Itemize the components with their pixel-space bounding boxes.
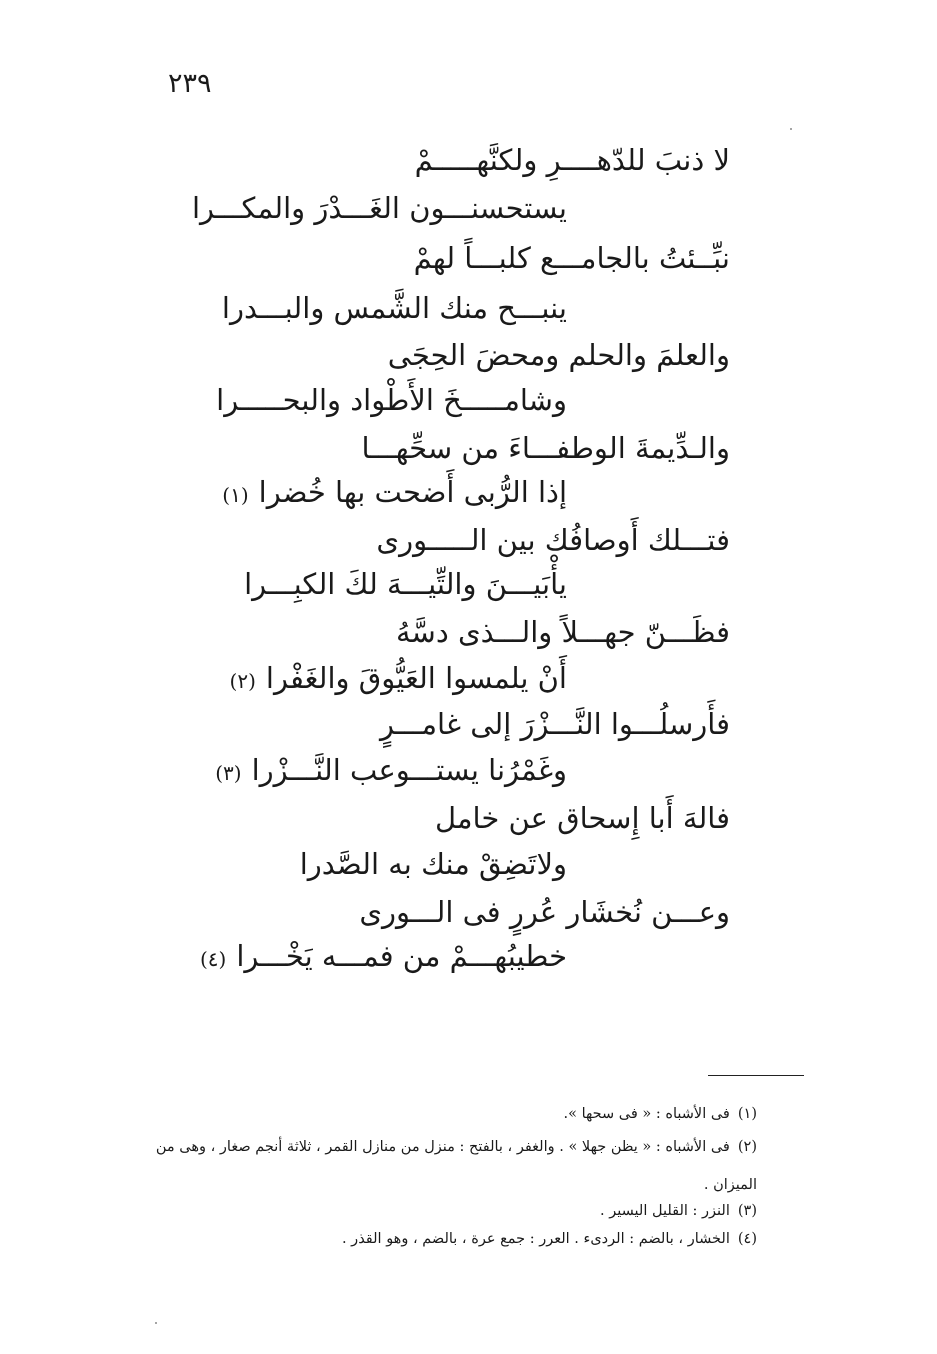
verse-line [376, 523, 730, 557]
scan-speck [155, 1322, 157, 1324]
verse-text: ولاتَضِقْ منك به الصَّدرا [299, 847, 567, 881]
footnote [342, 1232, 757, 1247]
verse-text: أَنْ يلمسوا العَيُّوقَ والغَفْرا [265, 661, 567, 695]
verse-text: فتـــلك أَوصافُك بين الـــــورى [376, 523, 730, 557]
verse-line [191, 191, 567, 225]
verse-text: وشامـــــخَ الأَطْواد والبحـــــرا [216, 383, 567, 417]
verse-line [413, 241, 730, 275]
footnote [563, 1107, 757, 1122]
verse-text: يستحسنـــون الغَـــدْرَ والمكـــرا [191, 191, 567, 225]
verse-line [414, 143, 730, 177]
verse-text: إذا الرُّبى أَضحت بها خُضرا [258, 475, 567, 509]
verse-text: ينبـــح منك الشَّمس والبـــدرا [221, 291, 567, 325]
verse-text: لا ذنبَ للدّهــــرِ ولكنَّهـــــمْ [414, 143, 730, 177]
verse-line [359, 895, 730, 929]
verse-line [379, 707, 730, 741]
scan-speck [790, 128, 792, 130]
verse-text: وغَمْرُنا يستـــوعب النَّـــزْرا [251, 753, 567, 787]
footnote-text: الخشار ، بالضم : الردىء . العرر : جمع عرة ، بالضم ، وهو القذر . [341, 1231, 730, 1247]
verse-line [199, 939, 567, 973]
verse-line [395, 615, 730, 649]
footnote-text: النزر : القليل اليسير . [600, 1203, 730, 1219]
footnote-number: (٢) [737, 1139, 757, 1155]
footnote-mark: (١) [222, 483, 249, 507]
footnote-mark: (٣) [215, 761, 242, 785]
footnote-mark: (٢) [229, 669, 256, 693]
verse-line [435, 801, 730, 835]
verse-text: يأْبَيـــنَ والتِّيـــهَ لكَ الكبِـــرا [244, 567, 567, 601]
verse-line [215, 753, 567, 787]
verse-text: فالهَ أَبا إِسحاق عن خامل [435, 801, 730, 835]
footnote [600, 1204, 757, 1219]
verse-line [244, 567, 567, 601]
footnote-separator [708, 1075, 804, 1076]
footnote-number: (١) [737, 1106, 757, 1122]
verse-line [361, 431, 730, 465]
footnote-mark: (٤) [199, 947, 227, 971]
verse-text: فظَـــنّ جهـــلاً والـــذى دسَّهُ [395, 615, 730, 649]
footnote-text: فى الأشباه : « فى سحها ». [563, 1106, 730, 1122]
verse-text: خطيبُهـــمْ من فمـــه يَخْـــرا [236, 939, 567, 973]
footnote-number: (٤) [737, 1231, 757, 1247]
verse-line [216, 383, 567, 417]
verse-line [222, 475, 567, 509]
verse-line [299, 847, 567, 881]
verse-line [221, 291, 567, 325]
verse-line [229, 661, 567, 695]
page-number: ٢٣٩ [168, 68, 212, 99]
verse-text: والـدِّيمةَ الوطفـــاءَ من سحِّهـــا [361, 431, 730, 465]
footnote [132, 1128, 757, 1204]
verse-text: والعلمَ والحلم ومحضَ الحِجَى [387, 338, 730, 372]
verse-line [387, 338, 730, 372]
footnote-text: فى الأشباه : « يظن جهلا » . والغفر ، بالفتح : منزل من منازل القمر ، ثلاثة أنجم صغار ، وهى من الميزان . [155, 1139, 757, 1193]
verse-text: فأَرسلُـــوا النَّـــزْرَ إلى غامـــرٍ [379, 707, 730, 741]
footnote-number: (٣) [737, 1203, 757, 1219]
verse-text: وعـــن نُخشَار عُررٍ فى الـــورى [359, 895, 730, 929]
verse-text: نبِّــئتُ بالجامـــع كلبـــاً لهمْ [413, 241, 730, 275]
